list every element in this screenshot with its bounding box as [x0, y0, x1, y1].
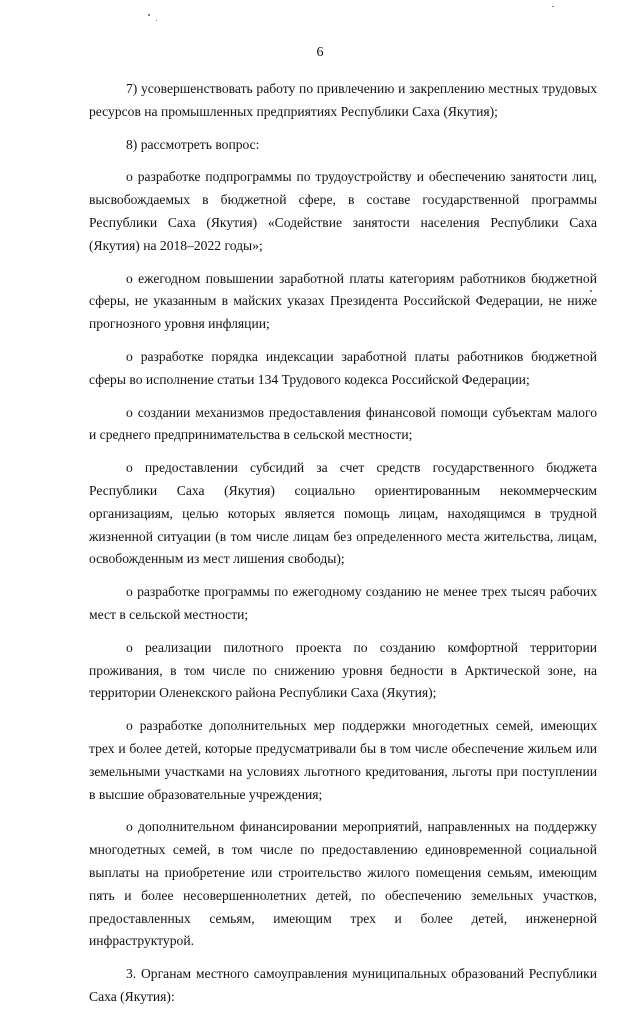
- paragraph-salary-increase: о ежегодном повышении заработной платы категориям работников бюджетной сферы, не указанным в майских указах Президента Российской Федерации, не ниже прогнозного уровня инфляции;: [89, 270, 597, 332]
- paragraph-financial-help: о создании механизмов предоставления финансовой помощи субъектам малого и среднего предпринимательства в сельской местности;: [89, 404, 597, 443]
- paragraph-subsidies: о предоставлении субсидий за счет средств государственного бюджета Республики Саха (Якутия) социально ориентированным некоммерческим организациям, целью которых является помощь лицам, находящимся в трудной жизненной ситуации (в том числе лицам без определенного места жительства, лицам, освобожденным из мест лишения свободы);: [89, 460, 597, 567]
- page-number: 6: [316, 45, 324, 60]
- scan-speck: [148, 14, 150, 16]
- paragraph-pilot-project: о реализации пилотного проекта по созданию комфортной территории проживания, в том числе по снижению уровня бедности в Арктической зоне, на территории Оленекского района Республики Саха (Якутия);: [89, 639, 597, 701]
- paragraph-item-3: 3. Органам местного самоуправления муниципальных образований Республики Саха (Якутия):: [89, 966, 597, 1004]
- paragraph-large-families: о разработке дополнительных мер поддержки многодетных семей, имеющих трех и более детей, которые предусматривали бы в том числе обеспечение жильем или земельными участками на условиях льготного кредитования, льготы при поступлении в высшие образовательные учреждения;: [89, 718, 597, 802]
- scan-speck: [156, 20, 157, 21]
- document-body: [89, 78, 597, 1009]
- paragraph-rural-jobs: о разработке программы по ежегодному созданию не менее трех тысяч рабочих мест в сельской местности;: [89, 584, 597, 622]
- paragraph-additional-financing: о дополнительном финансировании мероприятий, направленных на поддержку многодетных семей, в том числе по предоставлению единовременной социальной выплаты на приобретение или строительство жилого помещения семьям, имеющим пять и более несовершеннолетних детей, по обеспечению земельных участков, предоставленных семьям, имеющим трех и более детей, инженерной инфраструктурой.: [89, 819, 597, 949]
- paragraph-item-8: 8) рассмотреть вопрос:: [126, 136, 260, 152]
- scan-speck: [552, 6, 554, 7]
- paragraph-salary-indexation: о разработке порядка индексации заработной платы работников бюджетной сферы во исполнение статьи 134 Трудового кодекса Российской Федерации;: [89, 348, 597, 387]
- paragraph-subprogram: о разработке подпрограммы по трудоустройству и обеспечению занятости лиц, высвобождаемых в бюджетной сфере, в составе государственной программы Республики Саха (Якутия) «Содействие занятости населения Республики Саха (Якутия) на 2018–2022 годы»;: [89, 169, 597, 253]
- paragraph-item-7: 7) усовершенствовать работу по привлечению и закреплению местных трудовых ресурсов на промышленных предприятиях Республики Саха (Якутия);: [89, 81, 597, 119]
